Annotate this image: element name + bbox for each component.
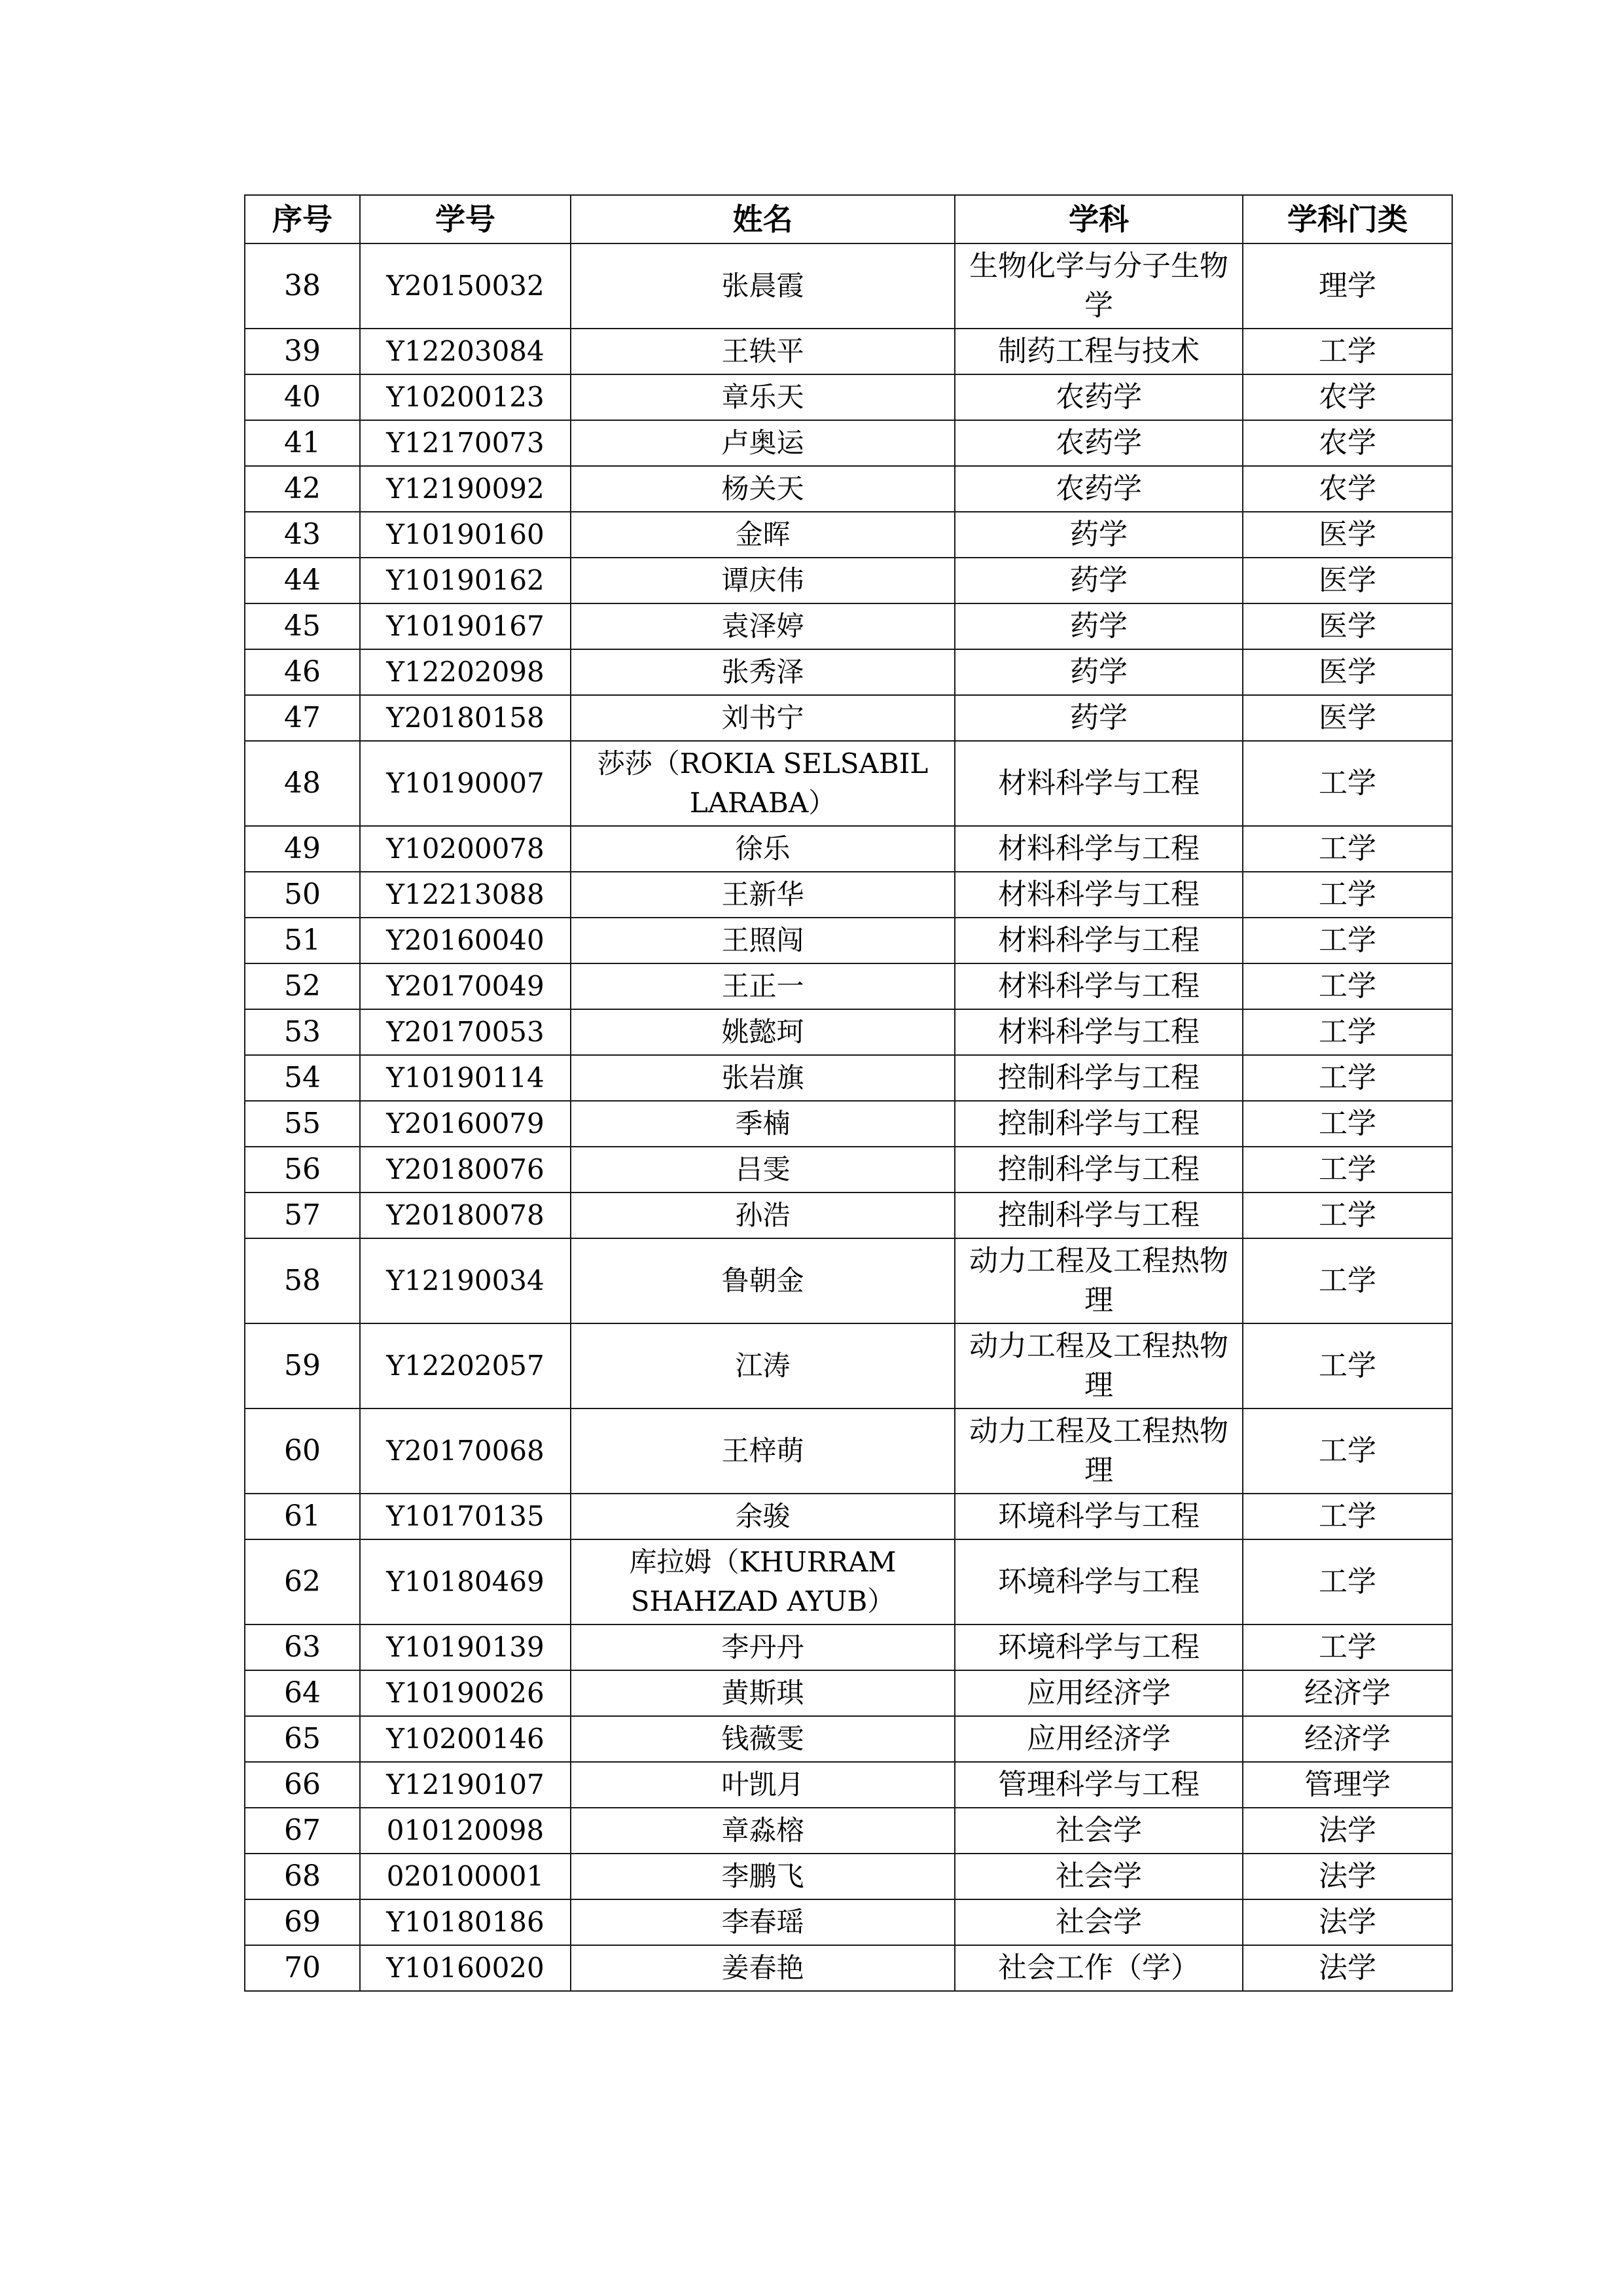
table-row [245,603,1452,649]
cell-subject: 农药学 [955,374,1243,420]
cell-seq: 63 [245,1624,360,1670]
cell-student-id: Y12190092 [360,466,571,512]
cell-category: 管理学 [1243,1762,1452,1808]
cell-seq: 57 [245,1193,360,1238]
cell-name: 金晖 [571,512,955,558]
table-row [245,1624,1452,1670]
cell-student-id: 020100001 [360,1854,571,1899]
cell-name: 张岩旗 [571,1055,955,1101]
cell-name: 章淼榕 [571,1808,955,1854]
cell-category: 法学 [1243,1945,1452,1991]
cell-seq: 44 [245,558,360,603]
table-row [245,872,1452,918]
cell-name: 刘书宁 [571,695,955,741]
cell-name: 王正一 [571,963,955,1009]
cell-name: 莎莎（ROKIA SELSABIL LARABA） [571,741,955,826]
cell-seq: 48 [245,741,360,826]
cell-name: 黄斯琪 [571,1670,955,1716]
cell-category: 工学 [1243,826,1452,872]
cell-seq: 52 [245,963,360,1009]
cell-seq: 45 [245,603,360,649]
cell-student-id: Y10200146 [360,1716,571,1762]
cell-subject: 材料科学与工程 [955,1009,1243,1055]
cell-seq: 40 [245,374,360,420]
cell-subject: 动力工程及工程热物理 [955,1408,1243,1494]
table-row [245,1716,1452,1762]
cell-name: 余骏 [571,1494,955,1539]
header-name: 姓名 [571,195,955,243]
cell-subject: 控制科学与工程 [955,1147,1243,1193]
cell-subject: 材料科学与工程 [955,741,1243,826]
cell-name: 吕雯 [571,1147,955,1193]
cell-seq: 64 [245,1670,360,1716]
cell-seq: 42 [245,466,360,512]
cell-category: 医学 [1243,649,1452,695]
cell-seq: 54 [245,1055,360,1101]
cell-subject: 环境科学与工程 [955,1624,1243,1670]
cell-name: 姚懿珂 [571,1009,955,1055]
cell-name: 杨关天 [571,466,955,512]
cell-subject: 药学 [955,512,1243,558]
cell-category: 农学 [1243,466,1452,512]
cell-subject: 药学 [955,558,1243,603]
cell-student-id: Y12213088 [360,872,571,918]
table-row [245,1101,1452,1147]
cell-student-id: Y20160079 [360,1101,571,1147]
cell-category: 法学 [1243,1854,1452,1899]
cell-student-id: Y20180158 [360,695,571,741]
cell-seq: 46 [245,649,360,695]
cell-student-id: Y20160040 [360,918,571,963]
table-row [245,963,1452,1009]
cell-student-id: Y20180078 [360,1193,571,1238]
cell-seq: 56 [245,1147,360,1193]
cell-student-id: Y12202098 [360,649,571,695]
cell-subject: 社会学 [955,1899,1243,1945]
cell-student-id: Y10180469 [360,1539,571,1624]
cell-category: 医学 [1243,558,1452,603]
header-seq: 序号 [245,195,360,243]
table-row [245,1055,1452,1101]
cell-seq: 70 [245,1945,360,1991]
cell-subject: 控制科学与工程 [955,1193,1243,1238]
cell-name: 谭庆伟 [571,558,955,603]
cell-name: 李春瑶 [571,1899,955,1945]
cell-subject: 环境科学与工程 [955,1539,1243,1624]
cell-subject: 材料科学与工程 [955,918,1243,963]
cell-name: 钱薇雯 [571,1716,955,1762]
cell-name: 章乐天 [571,374,955,420]
table-row [245,1945,1452,1991]
cell-subject: 动力工程及工程热物理 [955,1323,1243,1408]
cell-category: 法学 [1243,1808,1452,1854]
cell-seq: 60 [245,1408,360,1494]
cell-seq: 61 [245,1494,360,1539]
table-row [245,1193,1452,1238]
cell-student-id: Y20180076 [360,1147,571,1193]
table-row [245,1238,1452,1323]
cell-name: 张秀泽 [571,649,955,695]
cell-category: 工学 [1243,329,1452,374]
cell-subject: 药学 [955,695,1243,741]
cell-category: 经济学 [1243,1716,1452,1762]
header-subject: 学科 [955,195,1243,243]
cell-student-id: 010120098 [360,1808,571,1854]
table-row [245,826,1452,872]
table-row [245,1854,1452,1899]
cell-name: 王照闯 [571,918,955,963]
cell-name: 王轶平 [571,329,955,374]
cell-student-id: Y10160020 [360,1945,571,1991]
cell-name: 库拉姆（KHURRAM SHAHZAD AYUB） [571,1539,955,1624]
cell-category: 工学 [1243,1009,1452,1055]
cell-subject: 材料科学与工程 [955,963,1243,1009]
table-row [245,1808,1452,1854]
cell-category: 工学 [1243,1238,1452,1323]
cell-name: 李鹏飞 [571,1854,955,1899]
cell-student-id: Y10190114 [360,1055,571,1101]
cell-seq: 67 [245,1808,360,1854]
table-row [245,649,1452,695]
student-table [244,194,1453,1992]
table-row [245,1539,1452,1624]
table-row [245,243,1452,329]
header-student-id: 学号 [360,195,571,243]
cell-subject: 制药工程与技术 [955,329,1243,374]
table-row [245,558,1452,603]
cell-student-id: Y20150032 [360,243,571,329]
cell-student-id: Y10170135 [360,1494,571,1539]
cell-seq: 58 [245,1238,360,1323]
table-row [245,466,1452,512]
cell-category: 工学 [1243,1055,1452,1101]
cell-seq: 43 [245,512,360,558]
table-row [245,1408,1452,1494]
cell-category: 工学 [1243,1101,1452,1147]
cell-seq: 50 [245,872,360,918]
cell-seq: 65 [245,1716,360,1762]
table-row [245,1899,1452,1945]
cell-name: 鲁朝金 [571,1238,955,1323]
cell-category: 工学 [1243,1494,1452,1539]
cell-subject: 应用经济学 [955,1716,1243,1762]
cell-name: 王新华 [571,872,955,918]
cell-category: 工学 [1243,1147,1452,1193]
cell-category: 法学 [1243,1899,1452,1945]
table-row [245,512,1452,558]
cell-student-id: Y10200123 [360,374,571,420]
cell-seq: 59 [245,1323,360,1408]
cell-name: 孙浩 [571,1193,955,1238]
cell-student-id: Y12190034 [360,1238,571,1323]
cell-seq: 47 [245,695,360,741]
table-body [245,243,1452,1991]
table-row [245,695,1452,741]
cell-subject: 农药学 [955,466,1243,512]
cell-subject: 控制科学与工程 [955,1055,1243,1101]
table-row [245,741,1452,826]
cell-student-id: Y10190167 [360,603,571,649]
cell-student-id: Y12203084 [360,329,571,374]
cell-subject: 生物化学与分子生物学 [955,243,1243,329]
cell-name: 姜春艳 [571,1945,955,1991]
cell-seq: 49 [245,826,360,872]
cell-name: 江涛 [571,1323,955,1408]
cell-category: 农学 [1243,374,1452,420]
table-row [245,1147,1452,1193]
cell-category: 医学 [1243,512,1452,558]
cell-seq: 55 [245,1101,360,1147]
cell-name: 卢奥运 [571,420,955,466]
cell-name: 张晨霞 [571,243,955,329]
cell-name: 徐乐 [571,826,955,872]
cell-category: 经济学 [1243,1670,1452,1716]
cell-student-id: Y12202057 [360,1323,571,1408]
cell-seq: 41 [245,420,360,466]
cell-student-id: Y20170049 [360,963,571,1009]
cell-student-id: Y20170068 [360,1408,571,1494]
table-row [245,918,1452,963]
cell-category: 工学 [1243,872,1452,918]
cell-student-id: Y20170053 [360,1009,571,1055]
cell-seq: 53 [245,1009,360,1055]
cell-student-id: Y12190107 [360,1762,571,1808]
table-row [245,1494,1452,1539]
cell-subject: 药学 [955,603,1243,649]
cell-seq: 39 [245,329,360,374]
cell-category: 工学 [1243,918,1452,963]
cell-student-id: Y10190139 [360,1624,571,1670]
cell-category: 工学 [1243,1408,1452,1494]
cell-category: 工学 [1243,1539,1452,1624]
cell-student-id: Y10190026 [360,1670,571,1716]
cell-seq: 38 [245,243,360,329]
cell-name: 袁泽婷 [571,603,955,649]
table-row [245,1670,1452,1716]
table-row [245,420,1452,466]
cell-subject: 社会学 [955,1808,1243,1854]
cell-student-id: Y10200078 [360,826,571,872]
cell-subject: 社会工作（学） [955,1945,1243,1991]
cell-subject: 应用经济学 [955,1670,1243,1716]
table-row [245,1009,1452,1055]
cell-subject: 社会学 [955,1854,1243,1899]
cell-seq: 66 [245,1762,360,1808]
cell-student-id: Y12170073 [360,420,571,466]
cell-seq: 51 [245,918,360,963]
cell-seq: 62 [245,1539,360,1624]
cell-subject: 动力工程及工程热物理 [955,1238,1243,1323]
table-row [245,329,1452,374]
cell-name: 李丹丹 [571,1624,955,1670]
cell-category: 医学 [1243,603,1452,649]
cell-category: 工学 [1243,1624,1452,1670]
cell-student-id: Y10190160 [360,512,571,558]
cell-name: 叶凯月 [571,1762,955,1808]
cell-category: 理学 [1243,243,1452,329]
cell-student-id: Y10180186 [360,1899,571,1945]
table-row [245,374,1452,420]
cell-subject: 控制科学与工程 [955,1101,1243,1147]
cell-subject: 农药学 [955,420,1243,466]
cell-seq: 68 [245,1854,360,1899]
cell-subject: 管理科学与工程 [955,1762,1243,1808]
cell-student-id: Y10190007 [360,741,571,826]
cell-subject: 材料科学与工程 [955,872,1243,918]
cell-subject: 环境科学与工程 [955,1494,1243,1539]
cell-category: 农学 [1243,420,1452,466]
cell-name: 季楠 [571,1101,955,1147]
header-category: 学科门类 [1243,195,1452,243]
cell-name: 王梓萌 [571,1408,955,1494]
cell-category: 工学 [1243,1193,1452,1238]
cell-student-id: Y10190162 [360,558,571,603]
table-row [245,1323,1452,1408]
table-row [245,1762,1452,1808]
cell-subject: 药学 [955,649,1243,695]
cell-category: 工学 [1243,963,1452,1009]
cell-category: 工学 [1243,1323,1452,1408]
cell-subject: 材料科学与工程 [955,826,1243,872]
cell-category: 医学 [1243,695,1452,741]
cell-seq: 69 [245,1899,360,1945]
cell-category: 工学 [1243,741,1452,826]
table-header-row [245,195,1452,243]
